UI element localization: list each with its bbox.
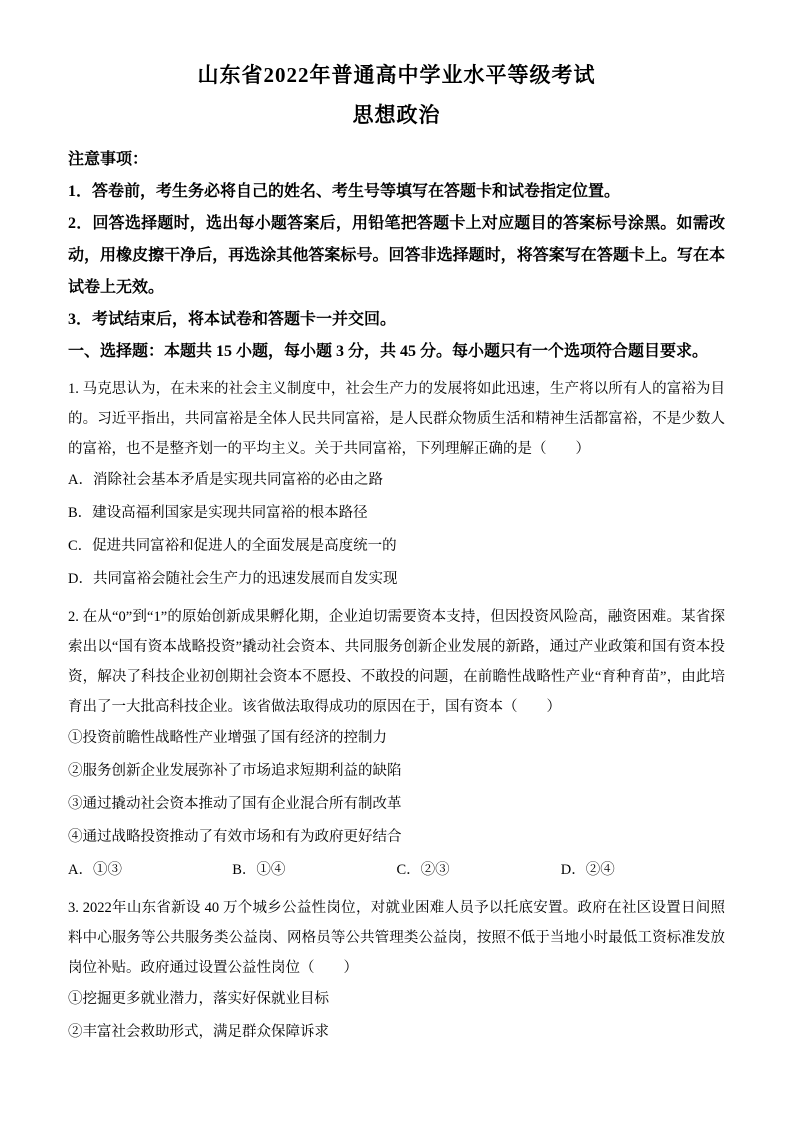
notice-item-1: 1．答卷前，考生务必将自己的姓名、考生号等填写在答题卡和试卷指定位置。: [68, 183, 621, 200]
notice-heading: 注意事项：: [68, 151, 149, 168]
question-3: [68, 893, 725, 1049]
question-1: [68, 374, 725, 596]
question-2-option-d: D．②④: [560, 862, 615, 878]
question-2-option-c: C．②③: [396, 862, 450, 878]
section-heading: 一、选择题：本题共 15 小题，每小题 3 分，共 45 分。每小题只有一个选项符合题目要求。: [68, 343, 709, 360]
question-2-answer-row: [68, 854, 725, 887]
question-2-option-a: A．①③: [68, 862, 122, 878]
question-1-option-c: C．促进共同富裕和促进人的全面发展是高度统一的: [68, 538, 397, 554]
question-3-statement-2: ②丰富社会救助形式，满足群众保障诉求: [68, 1024, 329, 1040]
question-1-stem: 1. 马克思认为，在未来的社会主义制度中，社会生产力的发展将如此迅速，生产将以所有人的富裕为目的。习近平指出，共同富裕是全体人民共同富裕，是人民群众物质生活和精神生活都富裕，不是少数人的富裕，也不是整齐划一的平均主义。关于共同富裕，下列理解正确的是（ ）: [68, 381, 725, 457]
question-3-statement-1: ①挖掘更多就业潜力，落实好保就业目标: [68, 991, 329, 1007]
exam-title: 山东省2022年普通高中学业水平等级考试: [197, 63, 596, 87]
question-2-statement-1: ①投资前瞻性战略性产业增强了国有经济的控制力: [68, 730, 387, 746]
question-2-stem: 2. 在从“0”到“1”的原始创新成果孵化期，企业迫切需要资本支持，但因投资风险高，融资困难。某省探索出以“国有资本战略投资”撬动社会资本、共同服务创新企业发展的新路，通过产业政策和国有资本投资，解决了科技企业初创期社会资本不愿投、不敢投的问题，在前瞻性战略性产业“育种育苗”，由此培育出了一大批高科技企业。该省做法取得成功的原因在于，国有资本（ ）: [68, 609, 725, 715]
question-2: [68, 602, 725, 887]
question-2-option-b: B．①④: [232, 862, 286, 878]
notice-item-3: 3．考试结束后，将本试卷和答题卡一并交回。: [68, 311, 397, 328]
notice-item-2: 2．回答选择题时，选出每小题答案后，用铅笔把答题卡上对应题目的答案标号涂黑。如需改动，用橡皮擦干净后，再选涂其他答案标号。回答非选择题时，将答案写在答题卡上。写在本试卷上无效。: [68, 215, 725, 296]
question-1-option-d: D．共同富裕会随社会生产力的迅速发展而自发实现: [68, 571, 398, 587]
question-1-option-a: A．消除社会基本矛盾是实现共同富裕的必由之路: [68, 472, 383, 488]
exam-subject: 思想政治: [352, 103, 441, 127]
question-2-statement-4: ④通过战略投资推动了有效市场和有为政府更好结合: [68, 829, 402, 845]
question-2-statement-2: ②服务创新企业发展弥补了市场追求短期利益的缺陷: [68, 763, 402, 779]
question-3-stem: 3. 2022年山东省新设 40 万个城乡公益性岗位，对就业困难人员予以托底安置。政府在社区设置日间照料中心服务等公共服务类公益岗、网格员等公共管理类公益岗，按照不低于当地小时最低工资标准发放岗位补贴。政府通过设置公益性岗位（ ）: [68, 900, 725, 976]
question-1-option-b: B．建设高福利国家是实现共同富裕的根本路径: [68, 505, 368, 521]
question-2-statement-3: ③通过撬动社会资本推动了国有企业混合所有制改革: [68, 796, 402, 812]
